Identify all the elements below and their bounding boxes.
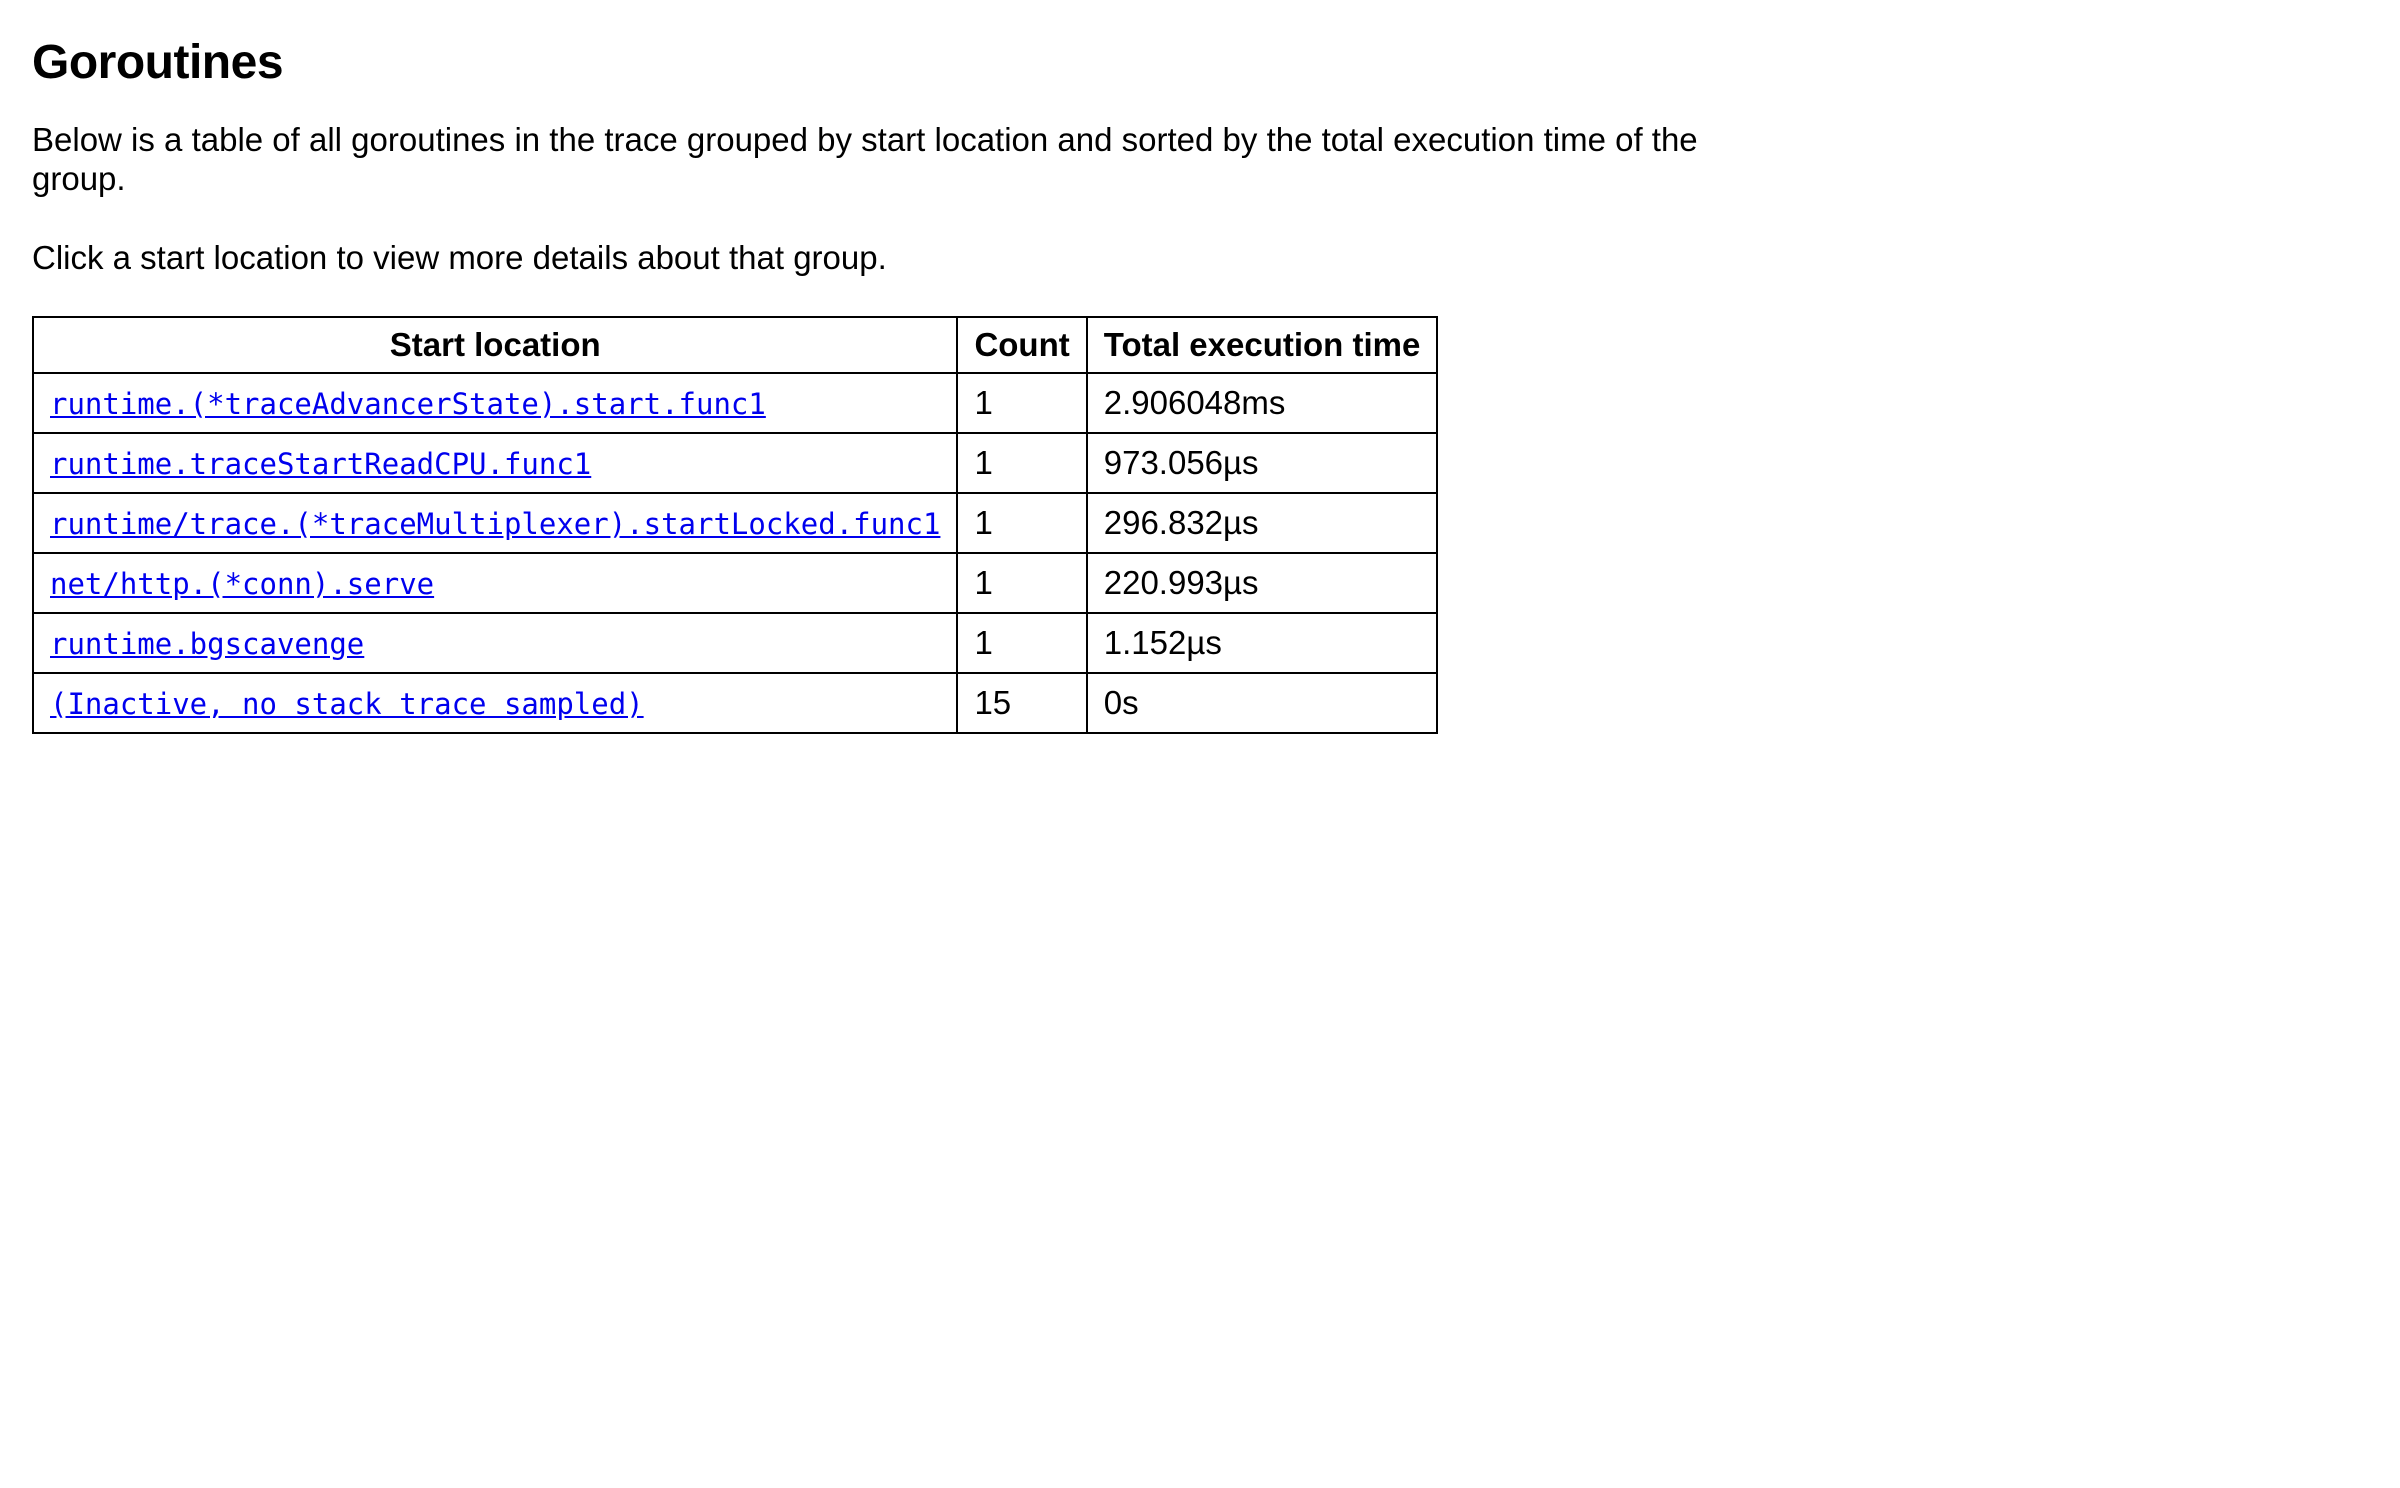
start-location-cell [33,553,957,613]
table-row [33,613,1437,673]
goroutines-table [32,316,1438,734]
start-location-cell [33,433,957,493]
count-cell: 15 [957,673,1086,733]
column-header-start-location: Start location [33,317,957,373]
execution-time-cell: 2.906048ms [1087,373,1438,433]
column-header-total-execution-time: Total execution time [1087,317,1438,373]
count-cell: 1 [957,373,1086,433]
execution-time-cell: 1.152µs [1087,613,1438,673]
intro-text: Below is a table of all goroutines in the trace grouped by start location and sorted by the total execution time of the group. [32,121,1698,197]
start-location-cell [33,493,957,553]
start-location-link[interactable]: (Inactive, no stack trace sampled) [50,687,644,721]
start-location-cell [33,373,957,433]
start-location-link[interactable]: runtime.bgscavenge [50,627,365,661]
table-row [33,673,1437,733]
table-row [33,373,1437,433]
start-location-link[interactable]: net/http.(*conn).serve [50,567,435,601]
execution-time-cell: 0s [1087,673,1438,733]
execution-time-cell: 973.056µs [1087,433,1438,493]
start-location-link[interactable]: runtime/trace.(*traceMultiplexer).startLocked.func1 [50,507,941,541]
count-cell: 1 [957,553,1086,613]
table-row [33,433,1437,493]
column-header-count: Count [957,317,1086,373]
table-row [33,553,1437,613]
page-title: Goroutines [32,36,284,89]
start-location-link[interactable]: runtime.(*traceAdvancerState).start.func1 [50,387,766,421]
count-cell: 1 [957,433,1086,493]
start-location-cell [33,673,957,733]
start-location-link[interactable]: runtime.traceStartReadCPU.func1 [50,447,592,481]
table-header-row [33,317,1437,373]
execution-time-cell: 296.832µs [1087,493,1438,553]
table-row [33,493,1437,553]
hint-text: Click a start location to view more details about that group. [32,239,887,276]
count-cell: 1 [957,613,1086,673]
count-cell: 1 [957,493,1086,553]
execution-time-cell: 220.993µs [1087,553,1438,613]
start-location-cell [33,613,957,673]
